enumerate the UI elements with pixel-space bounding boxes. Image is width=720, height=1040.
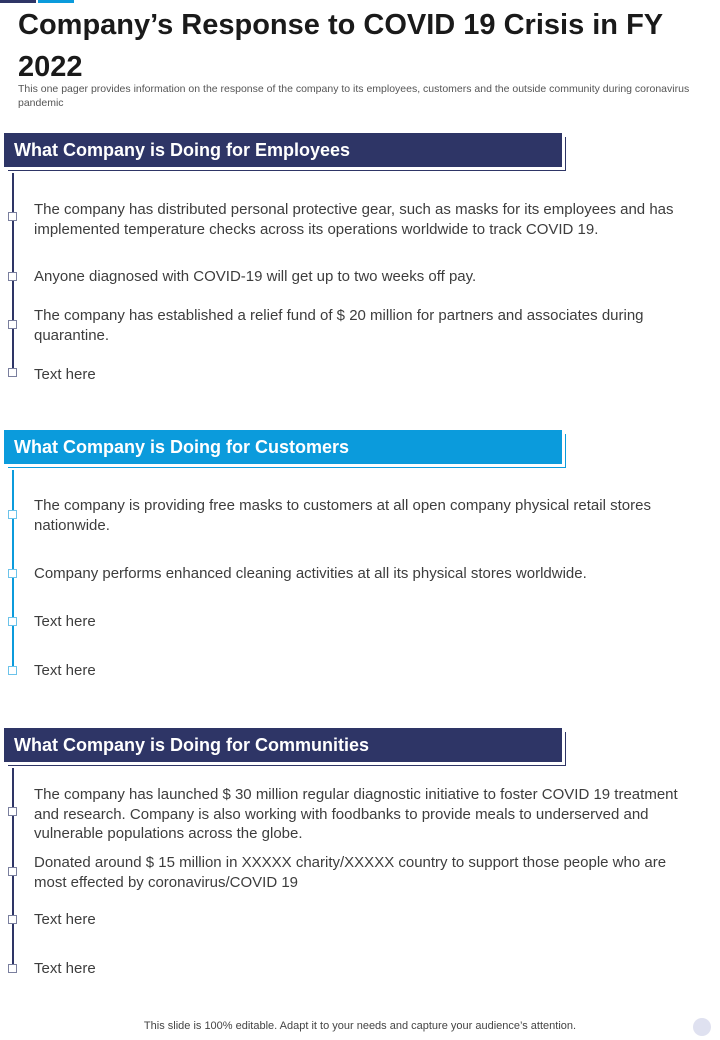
section-heading: What Company is Doing for Employees: [4, 133, 562, 167]
item-text: The company is providing free masks to customers at all open company physical retail stores nationwide.: [34, 497, 651, 534]
bullet-marker: [8, 964, 17, 973]
section-customers: [0, 430, 720, 690]
page-title: Company’s Response to COVID 19 Crisis in FY 2022: [18, 9, 663, 83]
section-employees: [0, 133, 720, 393]
item-text: Text here: [34, 613, 96, 630]
section-heading: What Company is Doing for Customers: [4, 430, 562, 464]
bullet-marker: [8, 867, 17, 876]
bullet-marker: [8, 368, 17, 377]
item-text: Text here: [34, 960, 96, 977]
page-subtitle: This one pager provides information on the response of the company to its employees, customers and the outside community during coronavirus pandemic: [18, 83, 690, 109]
item-text: The company has launched $ 30 million regular diagnostic initiative to foster COVID 19 treatment and research. Company is also working with foodbanks to provide meals to underserved and vulnerable populations across the globe.: [34, 786, 678, 842]
bullet-marker: [8, 915, 17, 924]
item-text: Anyone diagnosed with COVID-19 will get up to two weeks off pay.: [34, 268, 477, 285]
top-accent-bar-blue: [38, 0, 74, 3]
item-text: The company has established a relief fund of $ 20 million for partners and associates during quarantine.: [34, 307, 644, 344]
item-text: Text here: [34, 911, 96, 928]
bullet-marker: [8, 807, 17, 816]
section-header-communities: [4, 728, 568, 766]
bullet-marker: [8, 666, 17, 675]
item-text: Text here: [34, 662, 96, 679]
bullet-marker: [8, 320, 17, 329]
bullet-marker: [8, 272, 17, 281]
footer-note: This slide is 100% editable. Adapt it to your needs and capture your audience’s attention.: [143, 1020, 577, 1032]
section-header-customers: [4, 430, 568, 468]
item-text: Company performs enhanced cleaning activities at all its physical stores worldwide.: [34, 565, 587, 582]
bullet-marker: [8, 617, 17, 626]
bullet-marker: [8, 510, 17, 519]
corner-circle-decoration: [693, 1018, 711, 1036]
top-accent-bar-dark: [0, 0, 36, 3]
bullet-marker: [8, 212, 17, 221]
section-heading: What Company is Doing for Communities: [4, 728, 562, 762]
item-text: Text here: [34, 366, 96, 383]
item-text: Donated around $ 15 million in XXXXX charity/XXXXX country to support those people who are most effected by coronavirus/COVID 19: [34, 854, 667, 891]
section-header-employees: [4, 133, 568, 171]
section-communities: [0, 728, 720, 988]
bullet-marker: [8, 569, 17, 578]
item-text: The company has distributed personal protective gear, such as masks for its employees and has implemented temperature checks across its operations worldwide to track COVID 19.: [34, 201, 674, 238]
